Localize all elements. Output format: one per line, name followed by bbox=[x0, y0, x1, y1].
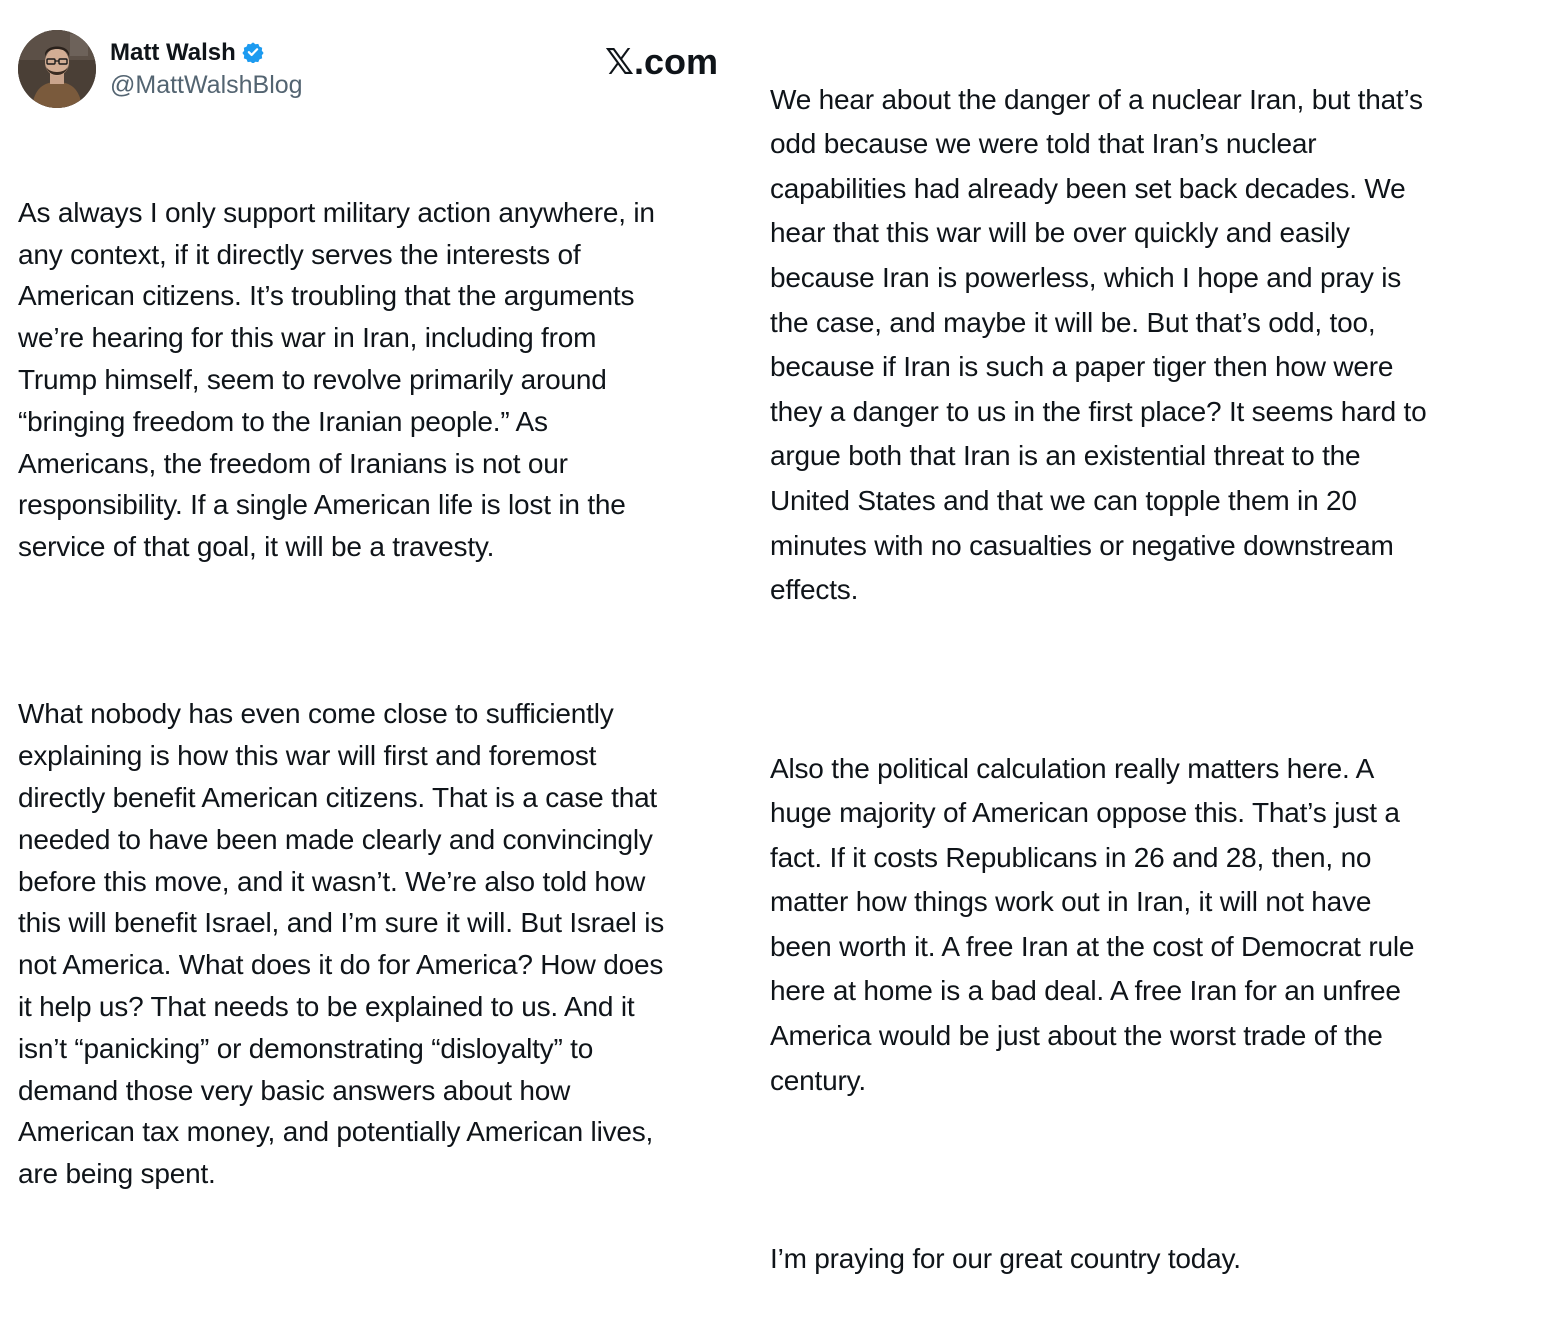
paragraph-spacer bbox=[770, 1148, 1550, 1193]
paragraph-spacer bbox=[18, 610, 740, 652]
post-paragraph-1: As always I only support military action anywhere, in any context, if it directly serves the interests of American citizens. It’s troubling that the arguments we’re hearing for this war in Iran, including from Trump himself, seem to revolve primarily around “bringing freedom to the Iranian people.” As Americans, the freedom of Iranians is not our responsibility. If a single American life is lost in the service of that goal, it will be a travesty. bbox=[18, 196, 655, 563]
author-name-row[interactable] bbox=[110, 38, 264, 68]
avatar[interactable] bbox=[18, 30, 96, 108]
author-handle[interactable]: @MattWalshBlog bbox=[110, 71, 303, 99]
post-text-left-column bbox=[18, 150, 740, 1237]
post-text-right-column bbox=[770, 33, 1550, 1326]
post-paragraph-2: What nobody has even come close to sufficiently explaining is how this war will first and foremost directly benefit American citizens. That is a case that needed to have been made clearly and convincingly before this move, and it wasn’t. We’re also told how this will benefit Israel, and I’m sure it will. But Israel is not America. What does it do for America? How does it help us? That needs to be explained to us. And it isn’t “panicking” or demonstrating “disloyalty” to demand those very basic answers about how American tax money, and potentially American lives, are being spent. bbox=[18, 698, 665, 1190]
verified-badge-icon bbox=[242, 41, 264, 63]
paragraph-spacer bbox=[770, 657, 1550, 702]
post-header bbox=[18, 30, 718, 110]
post-paragraph-4: Also the political calculation really matters here. A huge majority of American oppose this. That’s just a fact. If it costs Republicans in 26 and 28, then, no matter how things work out in Iran, it will not have been worth it. A free Iran at the cost of Democrat rule here at home is a bad deal. A free Iran for an unfree America would be just about the worst trade of the century. bbox=[770, 752, 1415, 1096]
post-paragraph-5: I’m praying for our great country today. bbox=[770, 1243, 1241, 1275]
x-logo: 𝕏.com bbox=[604, 41, 718, 82]
post-paragraph-3: We hear about the danger of a nuclear Iran, but that’s odd because we were told that Iran’s nuclear capabilities had already been set back decades. We hear that this war will be over quickly and easily because Iran is powerless, which I hope and pray is the case, and maybe it will be. But that’s odd, too, because if Iran is such a paper tiger then how were they a danger to us in the first place? It seems hard to argue both that Iran is an existential threat to the United States and that we can topple them in 20 minutes with no casualties or negative downstream effects. bbox=[770, 83, 1427, 606]
author-name[interactable]: Matt Walsh bbox=[110, 39, 236, 66]
avatar-image bbox=[18, 30, 96, 108]
